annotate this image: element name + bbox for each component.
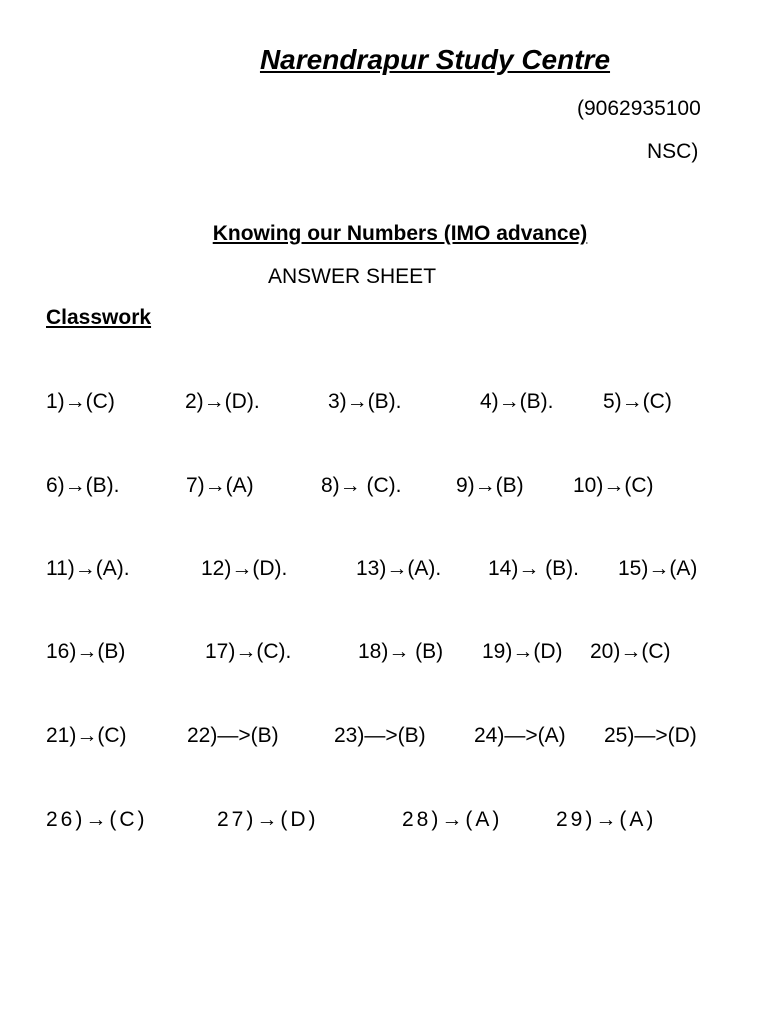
answer-item: 29)→(A) xyxy=(556,808,657,831)
answer-item: 22)—>(B) xyxy=(187,724,279,747)
answer-item: 2)→(D). xyxy=(185,390,260,413)
contact-phone-line2: NSC) xyxy=(647,140,699,163)
answer-item: 24)—>(A) xyxy=(474,724,566,747)
answer-item: 8)→ (C). xyxy=(321,474,402,497)
answer-item: 3)→(B). xyxy=(328,390,402,413)
answer-item: 25)—>(D) xyxy=(604,724,697,747)
answer-item: 17)→(C). xyxy=(205,640,292,663)
answer-item: 27)→(D) xyxy=(217,808,319,831)
org-title: Narendrapur Study Centre xyxy=(259,44,611,75)
section-label-classwork: Classwork xyxy=(46,306,152,329)
answer-item: 9)→(B) xyxy=(456,474,524,497)
answer-item: 15)→(A) xyxy=(618,557,698,580)
answer-sheet-label: ANSWER SHEET xyxy=(268,265,437,288)
answer-item: 10)→(C) xyxy=(573,474,654,497)
answer-item: 4)→(B). xyxy=(480,390,554,413)
answer-item: 21)→(C) xyxy=(46,724,127,747)
answer-item: 19)→(D) xyxy=(482,640,563,663)
answer-item: 14)→ (B). xyxy=(488,557,580,580)
answer-item: 6)→(B). xyxy=(46,474,120,497)
contact-phone-line1: (9062935100 xyxy=(577,97,701,120)
answer-item: 26)→(C) xyxy=(46,808,148,831)
answer-item: 18)→ (B) xyxy=(358,640,444,663)
answer-item: 16)→(B) xyxy=(46,640,126,663)
subject-title: Knowing our Numbers (IMO advance) xyxy=(212,222,588,245)
answer-item: 28)→(A) xyxy=(402,808,503,831)
answer-item: 7)→(A) xyxy=(186,474,254,497)
answer-item: 20)→(C) xyxy=(590,640,671,663)
answer-item: 23)—>(B) xyxy=(334,724,426,747)
answer-item: 1)→(C) xyxy=(46,390,115,413)
answer-item: 13)→(A). xyxy=(356,557,442,580)
answer-item: 5)→(C) xyxy=(603,390,672,413)
answer-item: 12)→(D). xyxy=(201,557,288,580)
answer-item: 11)→(A). xyxy=(46,557,130,580)
